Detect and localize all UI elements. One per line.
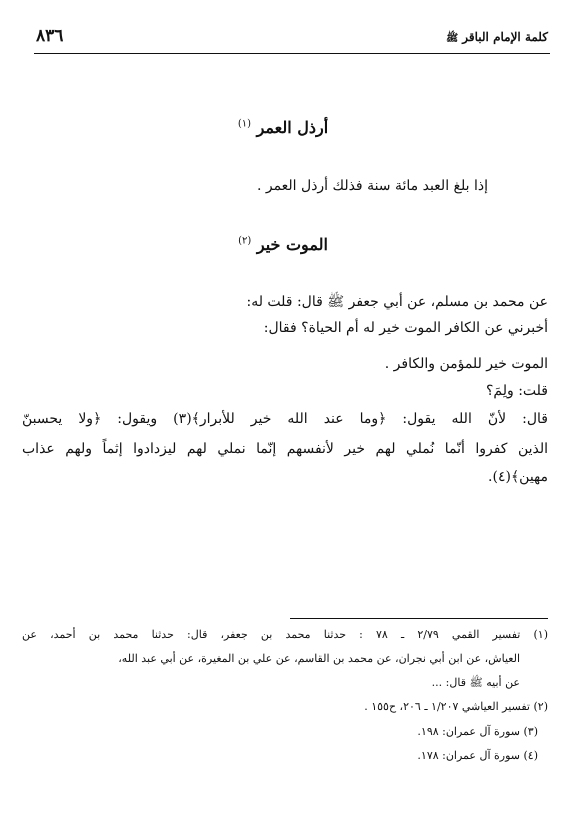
paragraph-line: أخبرني عن الكافر الموت خير له أم الحياة؟ فقال:: [263, 320, 548, 336]
header-rule: [34, 53, 550, 54]
paragraph-line: عن محمد بن مسلم، عن أبي جعفر ﷺ قال: قلت له:: [246, 294, 548, 310]
footnote-separator: [290, 618, 548, 619]
book-title-text: كلمة الإمام الباقر: [462, 30, 548, 44]
footnote-ref-2: (٢): [238, 235, 252, 247]
paragraph-line: قلت: ولِمَ؟: [485, 383, 548, 399]
footnote-ref-1: (١): [237, 118, 251, 130]
footnote-line: (٣) سورة آل عمران: ١٩٨.: [417, 725, 538, 738]
paragraph-line: قال: لأنّ الله يقول: ﴿وما عند الله خير للأبرار﴾(٣) ويقول: ﴿ولا يحسبنّ: [22, 411, 548, 427]
footnote-line: (٤) سورة آل عمران: ١٧٨.: [417, 749, 538, 762]
section-heading-1-text: أرذل العمر: [256, 118, 329, 137]
paragraph-line: الذين كفروا أنّما نُملي لهم خير لأنفسهم إنّما نملي لهم ليزدادوا إثماً ولهم عذاب: [22, 441, 548, 457]
honorific-mark: ﷺ: [446, 33, 459, 44]
footnote-line: (١) تفسير القمي ٢/٧٩ ـ ٧٨ : حدثنا محمد بن جعفر، قال: حدثنا محمد بن أحمد، عن: [22, 628, 549, 641]
footnote-line: (٢) تفسير العياشي ١/٢٠٧ ـ ٢٠٦، ح١٥٥ .: [364, 700, 548, 713]
paragraph-line: مهين﴾(٤).: [488, 469, 548, 485]
paragraph-line: إذا بلغ العبد مائة سنة فذلك أرذل العمر .: [256, 178, 488, 194]
book-title: [446, 30, 548, 46]
paragraph-line: الموت خير للمؤمن والكافر .: [384, 356, 548, 372]
page-number: ٨٣٦: [36, 26, 64, 46]
footnote-line: العياش، عن ابن أبي نجران، عن محمد بن القاسم، عن علي بن المغيرة، عن أبي عبد الله،: [118, 652, 520, 665]
section-heading-2-text: الموت خير: [256, 235, 328, 254]
footnote-line: عن أبيه ﷺ قال: ...: [431, 676, 520, 689]
section-heading-2: [0, 235, 566, 254]
section-heading-1: [0, 118, 566, 137]
